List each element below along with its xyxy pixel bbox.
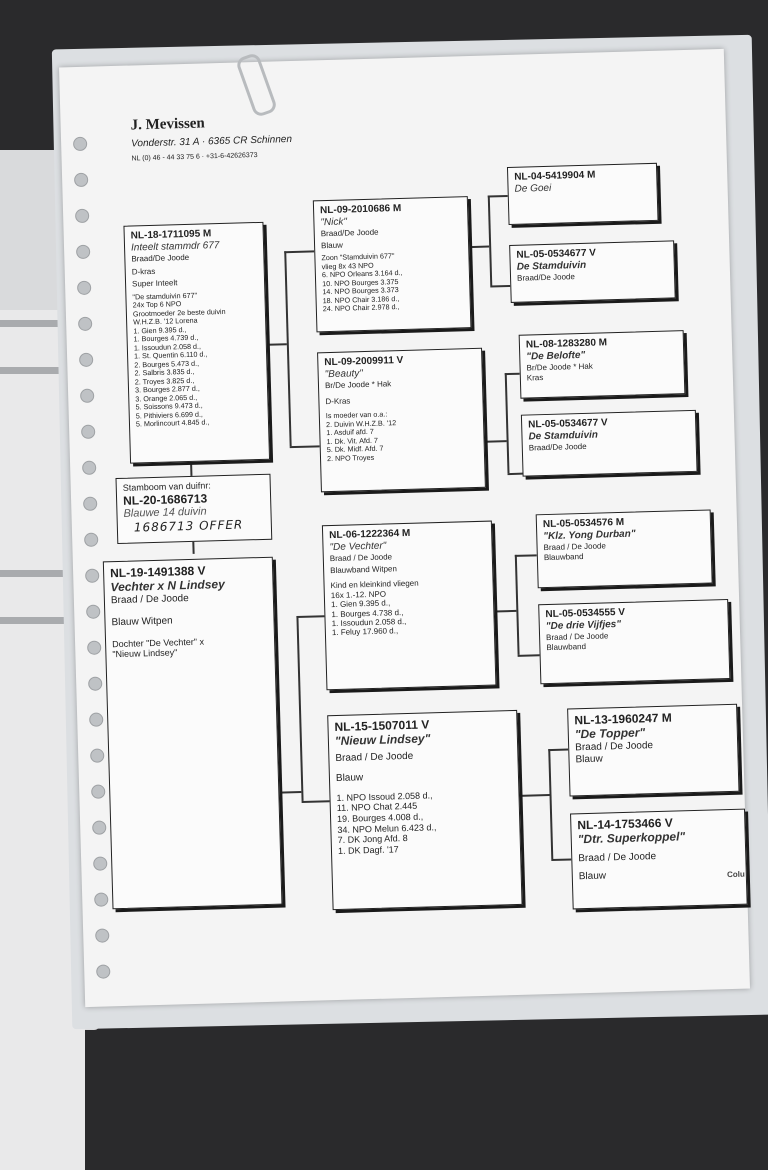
mff-ring: NL-05-0534576 M — [542, 516, 625, 531]
ggp-fff-card — [507, 163, 659, 225]
fmf-line: Kras — [526, 372, 544, 383]
ff-line: Blauw — [320, 240, 343, 250]
mmf-ring: NL-13-1960247 M — [574, 710, 672, 728]
ffm-ring: NL-05-0534677 V — [516, 247, 597, 261]
breeder-name: J. Mevissen — [130, 115, 206, 134]
fmf-line: Br/De Joode * Hak — [526, 361, 593, 373]
sire-name: Inteelt stammdr 677 — [130, 240, 220, 254]
mmm-line: Blauw — [578, 870, 607, 883]
ff-line: Braad/De Joode — [320, 227, 379, 239]
mmm-ring: NL-14-1753466 V — [577, 815, 673, 833]
fff-ring: NL-04-5419904 M — [514, 169, 596, 183]
mm-name: "Nieuw Lindsey" — [334, 731, 431, 749]
granddam-paternal-card — [317, 348, 486, 493]
mmf-line: Blauw — [575, 753, 603, 766]
mm-ring: NL-15-1507011 V — [334, 717, 430, 735]
breeder-header — [130, 113, 292, 162]
fm-line: Br/De Joode * Hak — [324, 379, 392, 391]
mmm-name: "Dtr. Superkoppel" — [577, 829, 686, 847]
sire-card — [123, 222, 270, 464]
ggp-ffm-card — [509, 240, 676, 303]
ffm-line: Braad/De Joode — [516, 272, 576, 283]
dam-name: Vechter x N Lindsey — [110, 577, 225, 595]
mfm-line: Braad / De Joode — [545, 631, 609, 643]
paperclip-icon — [235, 52, 278, 118]
dam-achievements: Dochter "De Vechter" x "Nieuw Lindsey" — [111, 636, 205, 660]
mfm-name: "De drie Vijfjes" — [545, 618, 622, 633]
mff-line: Braad / De Joode — [543, 541, 606, 553]
sire-line: D-kras — [131, 266, 156, 277]
dam-ring: NL-19-1491388 V — [109, 563, 206, 581]
fm-achievements: Is moeder van o.a.: 2. Duivin W.H.Z.B. '12 1. Asduif afd. 7 1. Dk. Vit. Afd. 7 5. Dk. Midf. Afd. 7 2. NPO Troyes — [325, 409, 397, 463]
ggp-mfm-card — [538, 599, 730, 684]
mf-name: "De Vechter" — [329, 540, 387, 554]
ggp-mff-card — [536, 509, 713, 588]
ggp-fmf-card — [519, 330, 686, 399]
mf-line: Blauwband Witpen — [330, 563, 397, 575]
sire-achievements: "De stamduivin 677" 24x Top 6 NPO Grootmoeder 2e beste duivin W.H.Z.B. '12 Lorena 1. Gien 9.395 d., 1. Bourges 4.739 d., 1. Issoudun 2.058 d., 1. St. Quentin 6.110 d., 2. Bourges 5.473 d., 2. Salbris 3.835 d., 2. Troyes 3.825 d., 3. Bourges 2.877 d., 3. Orange 2.065 d., 5. Soissons 9.473 d., 5. Pithiviers 6.699 d., 5. Morlincourt 4.845 d., — [132, 290, 226, 429]
fm-line: D-Kras — [325, 396, 351, 406]
mf-line: Braad / De Joode — [329, 552, 393, 564]
mfm-ring: NL-05-0534555 V — [545, 606, 626, 621]
subject-label: Stamboom van duifnr: — [122, 480, 211, 493]
ff-achievements: Zoon "Stamduivin 677" vlieg 8x 43 NPO 6. NPO Orleans 3.164 d., 10. NPO Bourges 3.375 14. NPO Bourges 3.373 18. NPO Chair 3.186 d., 24. NPO Chair 2.978 d., — [321, 251, 403, 314]
mff-line: Blauwband — [543, 551, 584, 562]
sire-line: Braad/De Joode — [131, 252, 190, 264]
mm-line: Braad / De Joode — [335, 750, 414, 764]
subject-ring: NL-20-1686713 — [122, 491, 208, 508]
dam-line: Braad / De Joode — [110, 592, 189, 607]
grandsire-paternal-card — [313, 196, 472, 332]
mff-name: "Klz. Yong Durban" — [543, 528, 636, 543]
ggp-mmf-card — [567, 704, 739, 797]
fmm-name: De Stamduivin — [528, 429, 599, 443]
mmf-name: "De Topper" — [574, 725, 646, 742]
mmf-line: Braad / De Joode — [575, 739, 654, 754]
ggp-mmm-card — [570, 809, 748, 910]
fmm-ring: NL-05-0534677 V — [528, 417, 608, 431]
breeder-address: Vonderstr. 31 A · 6365 CR Schinnen — [131, 133, 293, 150]
ff-name: "Nick" — [320, 216, 348, 229]
subject-name: Blauwe 14 duivin — [123, 505, 207, 521]
granddam-maternal-card — [327, 710, 522, 910]
dam-card — [103, 557, 283, 910]
sire-ring: NL-18-1711095 M — [130, 228, 212, 242]
fm-ring: NL-09-2009911 V — [324, 354, 404, 369]
mm-achievements: 1. NPO Issoud 2.058 d., 11. NPO Chat 2.445 19. Bourges 4.008 d., 34. NPO Melun 6.423 d., 7. DK Jong Afd. 8 1. DK Dagf. '17 — [336, 790, 437, 856]
footer-cut-text: Colu — [726, 869, 745, 880]
mf-achievements: Kind en kleinkind vliegen 16x 1.-12. NPO 1. Gien 9.395 d., 1. Bourges 4.738 d., 1. Issoudun 2.058 d., 1. Feluy 17.960 d., — [330, 578, 419, 638]
pedigree-sheet — [59, 49, 750, 1007]
dam-line: Blauw Witpen — [111, 615, 173, 628]
ggp-fmm-card — [521, 410, 698, 477]
handwritten-note: 1686713 OFFER — [133, 517, 244, 535]
fmf-ring: NL-08-1283280 M — [525, 337, 608, 351]
sire-line: Super Inteelt — [131, 278, 178, 289]
fff-name: De Goei — [514, 182, 552, 195]
mfm-line: Blauwband — [546, 641, 587, 652]
fmm-line: Braad/De Joode — [528, 441, 587, 453]
mm-line: Blauw — [335, 772, 364, 784]
fm-name: "Beauty" — [324, 368, 364, 381]
subject-card — [115, 474, 272, 544]
fmf-name: "De Belofte" — [526, 349, 586, 363]
mmm-line: Braad / De Joode — [578, 850, 657, 865]
mf-ring: NL-06-1222364 M — [329, 527, 411, 542]
breeder-phone: NL (0) 46 - 44 33 75 6 · +31-6-42626373 — [131, 151, 258, 163]
ffm-name: De Stamduivin — [516, 259, 587, 273]
grandsire-maternal-card — [322, 521, 497, 691]
ff-ring: NL-09-2010686 M — [319, 202, 402, 217]
